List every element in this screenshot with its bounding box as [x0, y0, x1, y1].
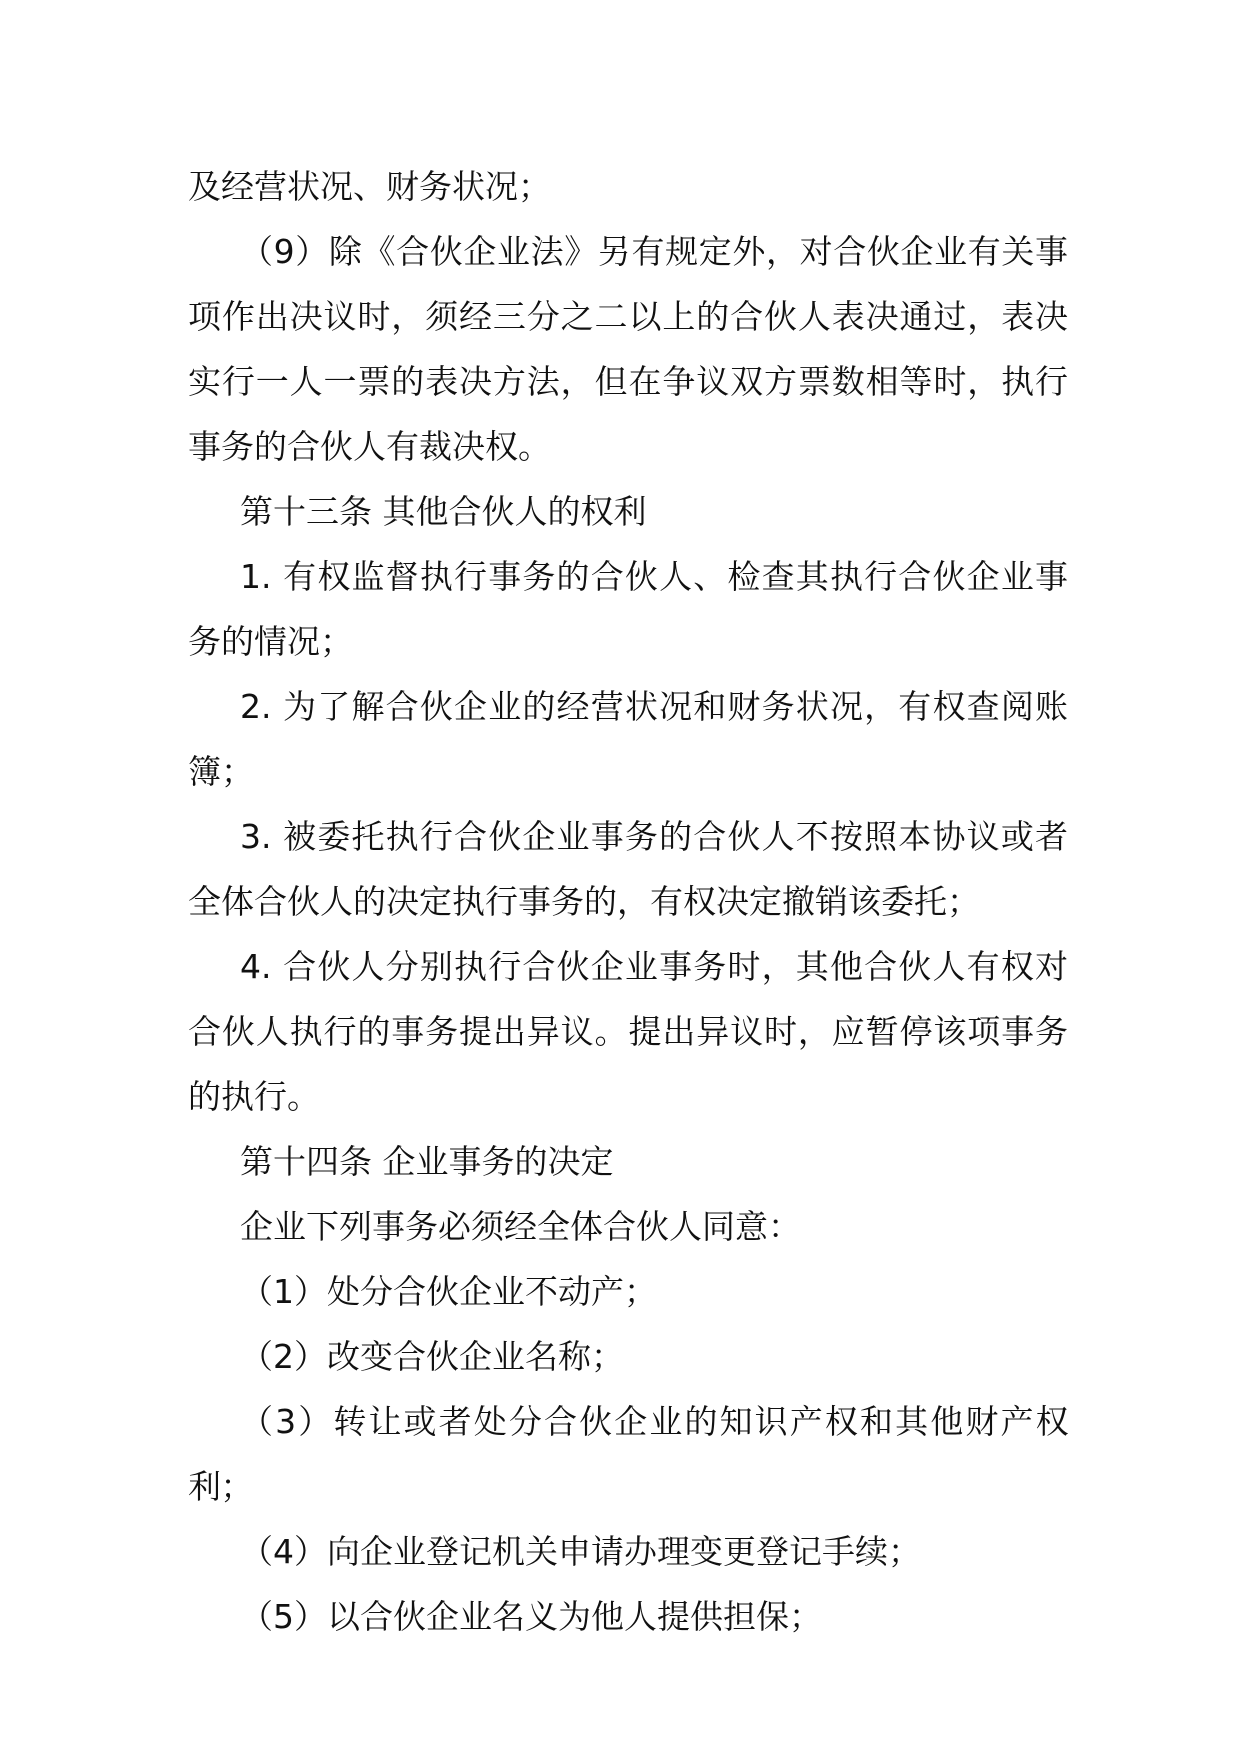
document-body: [188, 154, 1068, 1649]
article-14-heading: 第十四条 企业事务的决定: [240, 1142, 614, 1181]
article-14-item-1: （1）处分合伙企业不动产；: [240, 1272, 657, 1311]
article-13-item-4: 4. 合伙人分别执行合伙企业事务时，其他合伙人有权对合伙人执行的事务提出异议。提出异议时，应暂停该项事务的执行。: [188, 947, 1068, 1116]
article-14-item-2: （2）改变合伙企业名称；: [240, 1337, 624, 1376]
article-14-item-5: （5）以合伙企业名义为他人提供担保；: [240, 1597, 822, 1636]
article-14-item-4: （4）向企业登记机关申请办理变更登记手续；: [240, 1532, 921, 1571]
paragraph-clause-9: （9）除《合伙企业法》另有规定外，对合伙企业有关事项作出决议时，须经三分之二以上的合伙人表决通过，表决实行一人一票的表决方法，但在争议双方票数相等时，执行事务的合伙人有裁决权。: [188, 232, 1068, 466]
article-13-item-3: 3. 被委托执行合伙企业事务的合伙人不按照本协议或者全体合伙人的决定执行事务的，有权决定撤销该委托；: [188, 817, 1068, 921]
paragraph-continuation: 及经营状况、财务状况；: [188, 167, 551, 206]
article-14-item-3: （3）转让或者处分合伙企业的知识产权和其他财产权利；: [188, 1402, 1068, 1506]
article-13-heading: 第十三条 其他合伙人的权利: [240, 492, 647, 531]
article-13-item-1: 1. 有权监督执行事务的合伙人、检查其执行合伙企业事务的情况；: [188, 557, 1068, 661]
article-13-item-2: 2. 为了解合伙企业的经营状况和财务状况，有权查阅账簿；: [188, 687, 1068, 791]
article-14-intro: 企业下列事务必须经全体合伙人同意：: [240, 1207, 801, 1246]
